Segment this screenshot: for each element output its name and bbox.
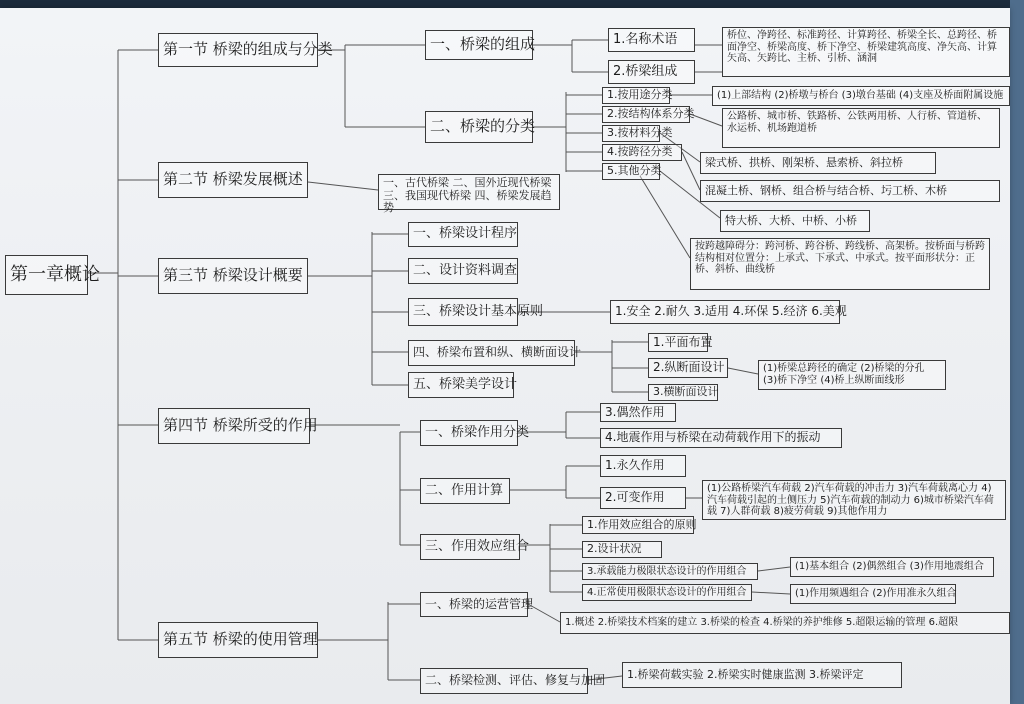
s5-operation-node: 一、桥梁的运营管理 <box>420 592 528 617</box>
s1-other-text: 按跨越障碍分：跨河桥、跨谷桥、跨线桥、高架桥。按桥面与桥跨结构相对位置分：上承式、下承式、中承式。按平面形状分：正桥、斜桥、曲线桥 <box>690 238 990 290</box>
s1-by-structure-node: 2.按结构体系分类 <box>602 106 690 123</box>
s4-action-types-node: 一、桥梁作用分类 <box>420 420 518 446</box>
s1-terms-text: 桥位、净跨径、标准跨径、计算跨径、桥梁全长、总跨径、桥面净空、桥梁高度、桥下净空、桥梁建筑高度、净矢高、计算矢高、矢跨比、主桥、引桥、涵洞 <box>722 27 1010 77</box>
s1-by-span-text: 特大桥、大桥、中桥、小桥 <box>720 210 870 232</box>
s4-variable-node: 2.可变作用 <box>600 487 686 509</box>
s4-variable-text: (1)公路桥梁汽车荷载 2)汽车荷载的冲击力 3)汽车荷载离心力 4)汽车荷载引起的土侧压力 5)汽车荷载的制动力 6)城市桥梁汽车荷载 7)人群荷载 8)疲劳荷载 9)其他作用力 <box>702 480 1006 520</box>
s3-principles-node: 三、桥梁设计基本原则 <box>408 298 518 326</box>
s3-principles-text: 1.安全 2.耐久 3.适用 4.环保 5.经济 6.美观 <box>610 300 840 324</box>
section-3-node: 第三节 桥梁设计概要 <box>158 258 308 294</box>
section-2-node: 第二节 桥梁发展概述 <box>158 162 308 198</box>
s3-cross-section-node: 3.横断面设计 <box>648 384 718 401</box>
s3-survey-node: 二、设计资料调查 <box>408 258 518 284</box>
s1-other-node: 5.其他分类 <box>602 163 660 180</box>
section-4-node: 第四节 桥梁所受的作用 <box>158 408 310 444</box>
s1-by-material-node: 3.按材料分类 <box>602 125 660 142</box>
s4-combination-principle-node: 1.作用效应组合的原则 <box>582 516 694 534</box>
s3-aesthetics-node: 五、桥梁美学设计 <box>408 372 514 398</box>
s3-procedure-node: 一、桥梁设计程序 <box>408 222 518 247</box>
s1-by-material-text: 混凝土桥、钢桥、组合桥与结合桥、圬工桥、木桥 <box>700 180 1000 202</box>
s4-combination-node: 三、作用效应组合 <box>420 534 520 560</box>
s1-composition-node: 一、桥梁的组成 <box>425 30 533 60</box>
s5-inspection-node: 二、桥梁检测、评估、修复与加固 <box>420 668 588 694</box>
s1-by-use-node: 1.按用途分类 <box>602 87 670 104</box>
s1-parts-node: 2.桥梁组成 <box>608 60 695 84</box>
s4-ultimate-combination-node: 3.承载能力极限状态设计的作用组合 <box>582 563 758 580</box>
s4-design-state-node: 2.设计状况 <box>582 541 662 558</box>
s4-seismic-node: 4.地震作用与桥梁在动荷载作用下的振动 <box>600 428 842 448</box>
board-right-edge <box>1010 0 1024 704</box>
s1-classification-node: 二、桥梁的分类 <box>425 111 533 143</box>
s1-by-structure-text: 梁式桥、拱桥、刚架桥、悬索桥、斜拉桥 <box>700 152 936 174</box>
s4-accidental-node: 3.偶然作用 <box>600 403 676 422</box>
s3-layout-node: 四、桥梁布置和纵、横断面设计 <box>408 340 575 366</box>
section-5-node: 第五节 桥梁的使用管理 <box>158 622 318 658</box>
board-top-edge <box>0 0 1010 8</box>
s1-terms-node: 1.名称术语 <box>608 28 695 52</box>
s4-permanent-node: 1.永久作用 <box>600 455 686 477</box>
s5-operation-text: 1.概述 2.桥梁技术档案的建立 3.桥梁的检查 4.桥梁的养护维修 5.超限运输的管理 6.超限 <box>560 612 1010 634</box>
s4-calculation-node: 二、作用计算 <box>420 478 510 504</box>
s2-text: 一、古代桥梁 二、国外近现代桥梁 三、我国现代桥梁 四、桥梁发展趋势 <box>378 174 560 210</box>
s5-inspection-text: 1.桥梁荷载实验 2.桥梁实时健康监测 3.桥梁评定 <box>622 662 902 688</box>
s4-service-combination-text: (1)作用频遇组合 (2)作用准永久组合 <box>790 584 956 604</box>
root-node: 第一章概论 <box>5 255 88 295</box>
s1-by-span-node: 4.按跨径分类 <box>602 144 682 161</box>
s3-longitudinal-text: (1)桥梁总跨径的确定 (2)桥梁的分孔 (3)桥下净空 (4)桥上纵断面线形 <box>758 360 946 390</box>
s1-by-use-text: 公路桥、城市桥、铁路桥、公铁两用桥、人行桥、管道桥、水运桥、机场跑道桥 <box>722 108 1000 148</box>
s3-plan-node: 1.平面布置 <box>648 333 708 352</box>
s4-service-combination-node: 4.正常使用极限状态设计的作用组合 <box>582 584 752 601</box>
section-1-node: 第一节 桥梁的组成与分类 <box>158 33 318 67</box>
s1-parts-text: (1)上部结构 (2)桥墩与桥台 (3)墩台基础 (4)支座及桥面附属设施 <box>712 86 1010 106</box>
s3-longitudinal-node: 2.纵断面设计 <box>648 358 728 378</box>
s4-ultimate-combination-text: (1)基本组合 (2)偶然组合 (3)作用地震组合 <box>790 557 994 577</box>
